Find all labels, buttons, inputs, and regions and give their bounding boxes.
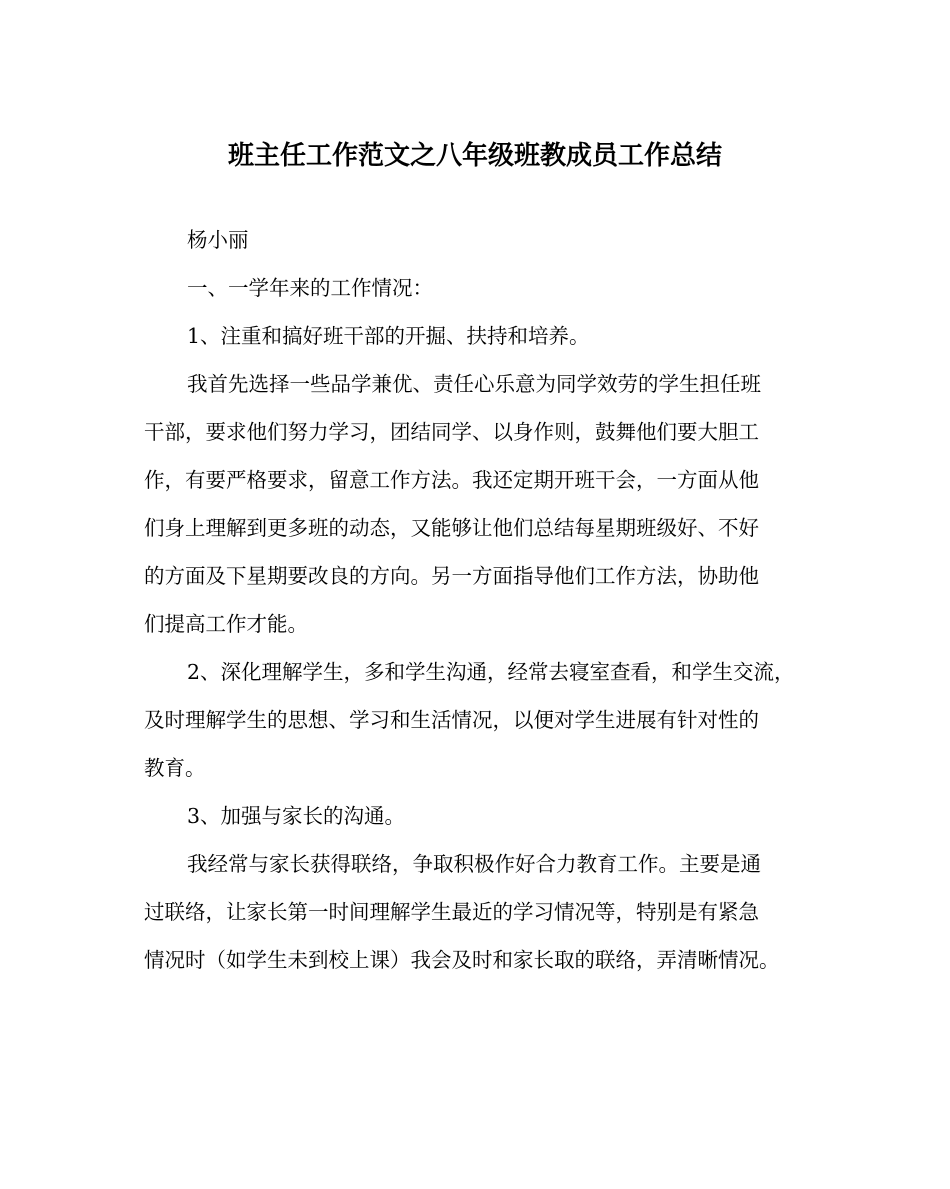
paragraph-line: 干部，要求他们努力学习，团结同学、以身作则，鼓舞他们要大胆工 [144,420,759,444]
paragraph-line: 们提高工作才能。 [144,612,308,636]
paragraph-line: 过联络，让家长第一时间理解学生最近的学习情况等，特别是有紧急 [144,900,759,924]
subsection-heading: 3、加强与家长的沟通。 [187,804,406,828]
paragraph-line: 教育。 [144,756,206,780]
document-title: 班主任工作范文之八年级班教成员工作总结 [227,141,722,171]
subsection-heading: 1、注重和搞好班干部的开掘、扶持和培养。 [187,324,590,348]
paragraph-line: 我经常与家长获得联络，争取积极作好合力教育工作。主要是通 [187,852,761,876]
section-heading: 一、一学年来的工作情况： [187,276,433,300]
paragraph-line: 我首先选择一些品学兼优、责任心乐意为同学效劳的学生担任班 [187,372,761,396]
paragraph-line: 2、深化理解学生，多和学生沟通，经常去寝室查看，和学生交流， [187,660,795,684]
author-name: 杨小丽 [187,228,249,252]
paragraph-line: 的方面及下星期要改良的方向。另一方面指导他们工作方法，协助他 [144,564,759,588]
paragraph-line: 作，有要严格要求，留意工作方法。我还定期开班干会，一方面从他 [144,468,759,492]
paragraph-line: 及时理解学生的思想、学习和生活情况，以便对学生进展有针对性的 [144,708,759,732]
paragraph-line: 们身上理解到更多班的动态，又能够让他们总结每星期班级好、不好 [144,516,759,540]
paragraph-line: 情况时（如学生未到校上课）我会及时和家长取的联络，弄清晰情况。 [144,948,780,972]
